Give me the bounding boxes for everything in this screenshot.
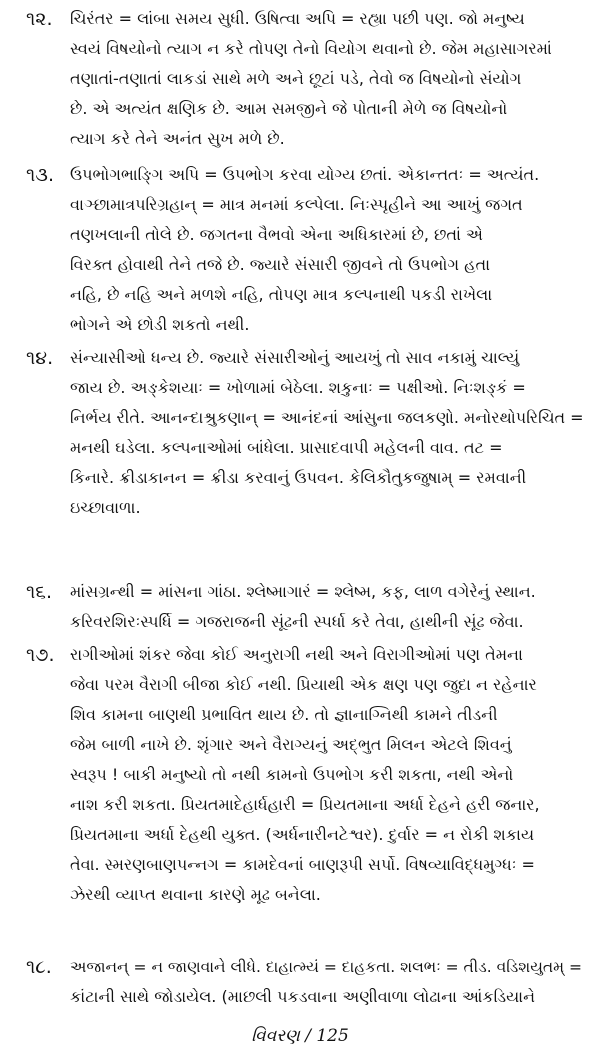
entry-line: ઇચ્છાવાળા. [70,498,141,517]
entry-number: ૧૮. [26,956,52,978]
entry-line: નાશ કરી શકતા. પ્રિયતમાદેહાર્ધહારી = પ્રિયતમાના અર્ધા દેહને હરી જનાર, [70,795,540,814]
entry-line: નિર્ભય રીતે. આનન્દાશ્રુકણાન્ = આનંદનાં આંસુના જલકણો. મનોરથોપરિચિત = [70,408,584,427]
entry-line: ઝેરથી વ્યાપ્ત થવાના કારણે મૂઢ બનેલા. [70,885,321,904]
entry-line: રાગીઓમાં શંકર જેવા કોઈ અનુરાગી નથી અને વિરાગીઓમાં પણ તેમના [70,645,523,664]
entry-line: તણાતાં-તણાતાં લાકડાં સાથે મળે અને છૂટાં પડે, તેવો જ વિષયોનો સંયોગ [70,69,522,88]
entry-number: ૧૭. [26,644,55,666]
entry-line: ઉપભોગભાઙ્ગિ અપિ = ઉપભોગ કરવા યોગ્ય છતાં. એકાન્તતઃ = અત્યંત. [70,165,540,184]
entry-line: માંસગ્રન્થી = માંસના ગાંઠા. શ્લેષ્માગારં = શ્લેષ્મ, કફ, લાળ વગેરેનું સ્થાન. [70,582,536,601]
entry-number: ૧૬. [26,581,52,603]
entry-line: વાઞ્છામાત્રપરિગ્રહાન્ = માત્ર મનમાં કલ્પેલા. નિઃસ્પૃહીને આ આખું જગત [70,195,523,214]
entry-line: ચિરંતર = લાંબા સમય સુધી. ઉષિત્વા અપિ = રહ્યા પછી પણ. જો મનુષ્ય [70,9,525,28]
entry-number: ૧૪. [26,347,54,369]
entry-number: ૧૨. [26,8,53,30]
entry-line: કરિવરશિરઃસ્પર્ધિ = ગજરાજની સૂંઢની સ્પર્ધા કરે તેવા, હાથીની સૂંઢ જેવા. [70,612,524,631]
page-footer: વિવરણ / 125 [251,1026,349,1046]
entry-line: સંન્યાસીઓ ધન્ય છે. જ્યારે સંસારીઓનું આયખું તો સાવ નકામું ચાલ્યું [70,348,520,367]
entry-line: સ્વરૂપ ! બાકી મનુષ્યો તો નથી કામનો ઉપભોગ કરી શકતા, નથી એનો [70,765,514,784]
entry-line: ત્યાગ કરે તેને અનંત સુખ મળે છે. [70,129,285,148]
entry-line: જાય છે. અઙ્કેશયાઃ = ખોળામાં બેઠેલા. શકુનાઃ = પક્ષીઓ. નિઃશઙ્કં = [70,378,526,397]
entry-line: ભોગને એ છોડી શકતો નથી. [70,315,250,334]
entry-line: જેમ બાળી નાખે છે. શૃંગાર અને વૈરાગ્યનું અદ્ભુત મિલન એટલે શિવનું [70,735,512,754]
entry-line: મનથી ઘડેલા. કલ્પનાઓમાં બાંધેલા. પ્રાસાદવાપી મહેલની વાવ. તટ = [70,438,503,457]
entry-line: નહિ, છે નહિ અને મળશે નહિ, તોપણ માત્ર કલ્પનાથી પકડી રાખેલા [70,285,493,304]
entry-line: છે. એ અત્યંત ક્ષણિક છે. આમ સમજીને જે પોતાની મેળે જ વિષયોનો [70,99,508,118]
entry-line: કાંટાની સાથે જોડાયેલ. (માછલી પકડવાના અણીવાળા લોઢાના આંકડિયાને [70,987,536,1006]
entry-line: સ્વયં વિષયોનો ત્યાગ ન કરે તોપણ તેનો વિયોગ થવાનો છે. જેમ મહાસાગરમાં [70,39,552,58]
entry-line: કિનારે. ક્રીડાકાનન = ક્રીડા કરવાનું ઉપવન. કેલિકૌતુકજુષામ્ = રમવાની [70,468,527,487]
entry-line: શિવ કામના બાણથી પ્રભાવિત થાય છે. તો જ્ઞાનાગ્નિથી કામને તીડની [70,705,498,724]
entry-line: પ્રિયતમાના અર્ધા દેહથી યુક્ત. (અર્ધનારીનટેશ્વર). દુર્વાર = ન રોકી શકાય [70,825,535,844]
entry-line: વિરક્ત હોવાથી તેને તજે છે. જ્યારે સંસારી જીવને તો ઉપભોગ હતા [70,255,491,274]
entry-line: જેવા પરમ વૈરાગી બીજા કોઈ નથી. પ્રિયાથી એક ક્ષણ પણ જુદા ન રહેનાર [70,675,537,694]
entry-line: તણખલાની તોલે છે. જગતના વૈભવો એના અધિકારમાં છે, છતાં એ [70,225,483,244]
entry-line: અજાનન્ = ન જાણવાને લીધે. દાહાત્મ્યં = દાહકતા. શલભઃ = તીડ. વડિશયુતમ્ = [70,958,583,976]
entry-number: ૧૩. [26,164,55,186]
entry-line: તેવા. સ્મરણબાણપન્નગ = કામદેવનાં બાણરૂપી સર્પો. વિષવ્યાવિદ્ધમુગ્ધઃ = [70,855,535,874]
